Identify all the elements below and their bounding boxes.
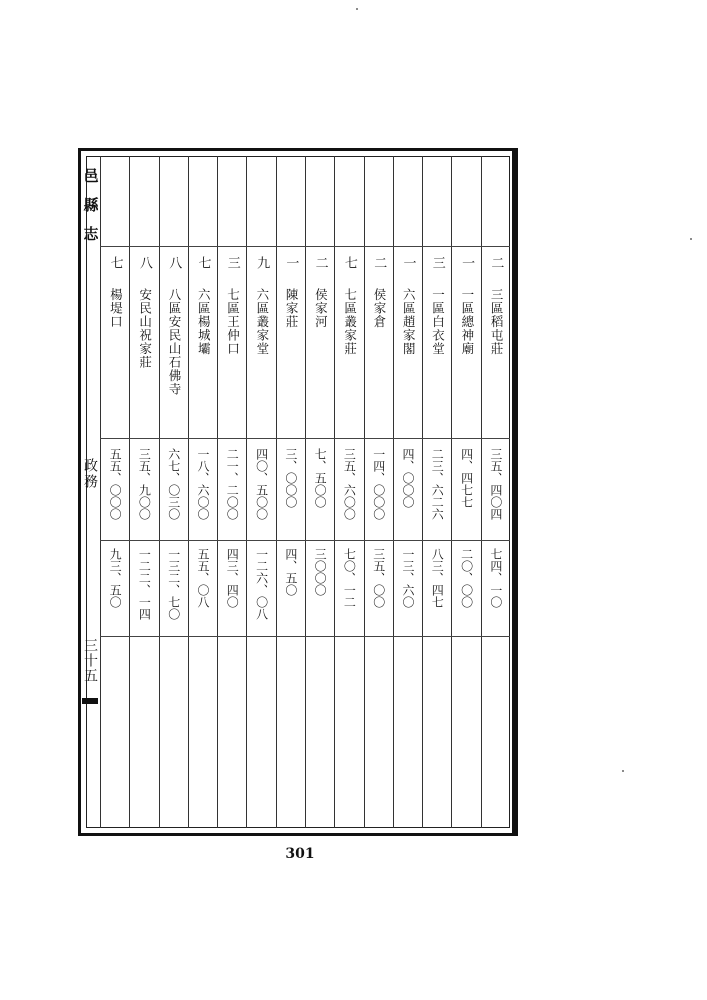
row-name-cell xyxy=(160,288,188,438)
margin-title-text: 邑縣志 xyxy=(81,168,100,255)
row-value-1-cell xyxy=(189,448,217,538)
row-number: 一 xyxy=(459,256,475,270)
row-name: 六區趙家閣 xyxy=(401,288,417,356)
row-number: 八 xyxy=(136,256,152,270)
row-name: 侯家河 xyxy=(313,288,329,329)
row-name-cell xyxy=(218,288,246,438)
row-name: 三區稻屯莊 xyxy=(489,288,505,356)
row-value-2-cell xyxy=(482,548,510,638)
row-name-cell xyxy=(101,288,129,438)
row-name: 陳家莊 xyxy=(284,288,300,329)
row-value-1-cell xyxy=(335,448,363,538)
row-value-2-cell xyxy=(394,548,422,638)
table-column xyxy=(305,156,334,828)
row-number: 九 xyxy=(254,256,270,270)
row-value-2-cell xyxy=(423,548,451,638)
row-name: 安民山祝家莊 xyxy=(137,288,153,369)
row-number-cell xyxy=(423,256,451,282)
row-name-cell xyxy=(189,288,217,438)
row-value-1-cell xyxy=(218,448,246,538)
row-name: 七區叢家莊 xyxy=(342,288,358,356)
row-value-2-cell xyxy=(452,548,480,638)
row-value-2: 一三、六〇 xyxy=(400,548,415,608)
row-number-cell xyxy=(452,256,480,282)
table-column xyxy=(246,156,275,828)
row-value-2: 九三、五〇 xyxy=(108,548,123,608)
row-number-cell xyxy=(160,256,188,282)
row-value-2-cell xyxy=(218,548,246,638)
row-value-1: 二一、二〇〇 xyxy=(225,448,240,520)
row-value-1: 一八、六〇〇 xyxy=(195,448,210,520)
row-number-cell xyxy=(218,256,246,282)
row-name-cell xyxy=(482,288,510,438)
row-value-1-cell xyxy=(482,448,510,538)
row-value-1: 二三、六二六 xyxy=(430,448,445,520)
row-value-2-cell xyxy=(160,548,188,638)
margin-bar xyxy=(82,698,98,704)
row-divider-bottom xyxy=(100,636,510,637)
row-divider-name xyxy=(100,438,510,439)
row-value-2-cell xyxy=(247,548,275,638)
table-column xyxy=(481,156,510,828)
row-value-2: 一二二、一四 xyxy=(137,548,152,620)
table-column xyxy=(129,156,158,828)
row-number: 二 xyxy=(488,256,504,270)
row-value-2-cell xyxy=(306,548,334,638)
row-value-1: 四、〇〇〇 xyxy=(400,448,415,508)
row-value-1-cell xyxy=(423,448,451,538)
row-value-2: 四、五〇 xyxy=(283,548,298,596)
table-column xyxy=(217,156,246,828)
row-value-1-cell xyxy=(130,448,158,538)
row-value-2: 一二六、〇八 xyxy=(254,548,269,620)
table-column xyxy=(159,156,188,828)
row-number: 三 xyxy=(224,256,240,270)
row-name: 七區王仲口 xyxy=(225,288,241,356)
row-value-2: 三〇〇〇 xyxy=(313,548,328,596)
row-number-cell xyxy=(130,256,158,282)
row-value-1-cell xyxy=(160,448,188,538)
row-name: 八區安民山石佛寺 xyxy=(166,288,182,396)
right-rule xyxy=(512,150,517,834)
row-number-cell xyxy=(394,256,422,282)
row-number-cell xyxy=(482,256,510,282)
row-number: 八 xyxy=(166,256,182,270)
table-column xyxy=(451,156,480,828)
row-value-2: 七四、一〇 xyxy=(488,548,503,608)
row-name: 一區總神廟 xyxy=(459,288,475,356)
row-value-2-cell xyxy=(189,548,217,638)
table-column xyxy=(393,156,422,828)
row-value-2-cell xyxy=(335,548,363,638)
row-value-2-cell xyxy=(130,548,158,638)
row-value-2: 四三、四〇 xyxy=(225,548,240,608)
table-column xyxy=(364,156,393,828)
margin-folio-text: 三十五 xyxy=(82,638,98,683)
row-divider-values xyxy=(100,540,510,541)
row-number: 二 xyxy=(312,256,328,270)
margin-strip xyxy=(80,158,100,828)
row-name-cell xyxy=(306,288,334,438)
table-column xyxy=(422,156,451,828)
row-value-1: 五五、〇〇〇 xyxy=(108,448,123,520)
row-value-1-cell xyxy=(247,448,275,538)
row-number-cell xyxy=(101,256,129,282)
row-value-2: 五五、〇八 xyxy=(195,548,210,608)
row-number: 三 xyxy=(429,256,445,270)
row-divider-top xyxy=(100,246,510,247)
row-number-cell xyxy=(335,256,363,282)
row-name: 侯家倉 xyxy=(371,288,387,329)
row-value-1: 四〇、五〇〇 xyxy=(254,448,269,520)
row-value-1-cell xyxy=(306,448,334,538)
row-value-1: 三五、九〇〇 xyxy=(137,448,152,520)
speck xyxy=(356,8,358,10)
row-name: 一區白衣堂 xyxy=(430,288,446,356)
row-value-1-cell xyxy=(101,448,129,538)
row-number-cell xyxy=(277,256,305,282)
speck xyxy=(622,770,624,772)
row-number-cell xyxy=(247,256,275,282)
table-column xyxy=(188,156,217,828)
row-number-cell xyxy=(189,256,217,282)
row-value-2: 二〇、〇〇 xyxy=(459,548,474,608)
row-name: 六區楊城壩 xyxy=(196,288,212,356)
table-column xyxy=(100,156,129,828)
margin-section-text: 政務 xyxy=(82,458,98,490)
row-name-cell xyxy=(247,288,275,438)
row-name-cell xyxy=(335,288,363,438)
row-name-cell xyxy=(130,288,158,438)
margin-folio xyxy=(80,638,100,683)
table-grid xyxy=(100,156,510,828)
row-number: 七 xyxy=(195,256,211,270)
row-value-2-cell xyxy=(365,548,393,638)
row-value-1: 三五、四〇四 xyxy=(488,448,503,520)
row-name-cell xyxy=(452,288,480,438)
row-number: 七 xyxy=(341,256,357,270)
table-column xyxy=(276,156,305,828)
row-value-1-cell xyxy=(365,448,393,538)
row-value-1-cell xyxy=(277,448,305,538)
row-value-2: 七〇、一二 xyxy=(342,548,357,608)
row-name-cell xyxy=(365,288,393,438)
row-name: 六區叢家堂 xyxy=(254,288,270,356)
table-column xyxy=(334,156,363,828)
row-value-1: 四、四七七 xyxy=(459,448,474,508)
row-value-1: 三、〇〇〇 xyxy=(283,448,298,508)
page-number: 301 xyxy=(285,846,315,862)
row-number: 七 xyxy=(107,256,123,270)
row-value-2-cell xyxy=(101,548,129,638)
row-value-1-cell xyxy=(394,448,422,538)
margin-section xyxy=(80,458,100,490)
row-name-cell xyxy=(277,288,305,438)
row-name: 楊堤口 xyxy=(108,288,124,329)
row-value-2: 一三二、七〇 xyxy=(166,548,181,620)
row-name-cell xyxy=(394,288,422,438)
row-number: 二 xyxy=(371,256,387,270)
row-value-1: 三五、六〇〇 xyxy=(342,448,357,520)
row-number: 一 xyxy=(400,256,416,270)
margin-title xyxy=(80,168,100,255)
row-number: 一 xyxy=(283,256,299,270)
row-value-1: 七、五〇〇 xyxy=(313,448,328,508)
row-value-2: 八三、四七 xyxy=(430,548,445,608)
row-name-cell xyxy=(423,288,451,438)
row-value-1: 一四、〇〇〇 xyxy=(371,448,386,520)
row-value-1-cell xyxy=(452,448,480,538)
speck xyxy=(690,238,692,240)
row-number-cell xyxy=(306,256,334,282)
row-number-cell xyxy=(365,256,393,282)
row-value-2: 三五、〇〇 xyxy=(371,548,386,608)
row-value-2-cell xyxy=(277,548,305,638)
row-value-1: 六七、〇三〇 xyxy=(166,448,181,520)
